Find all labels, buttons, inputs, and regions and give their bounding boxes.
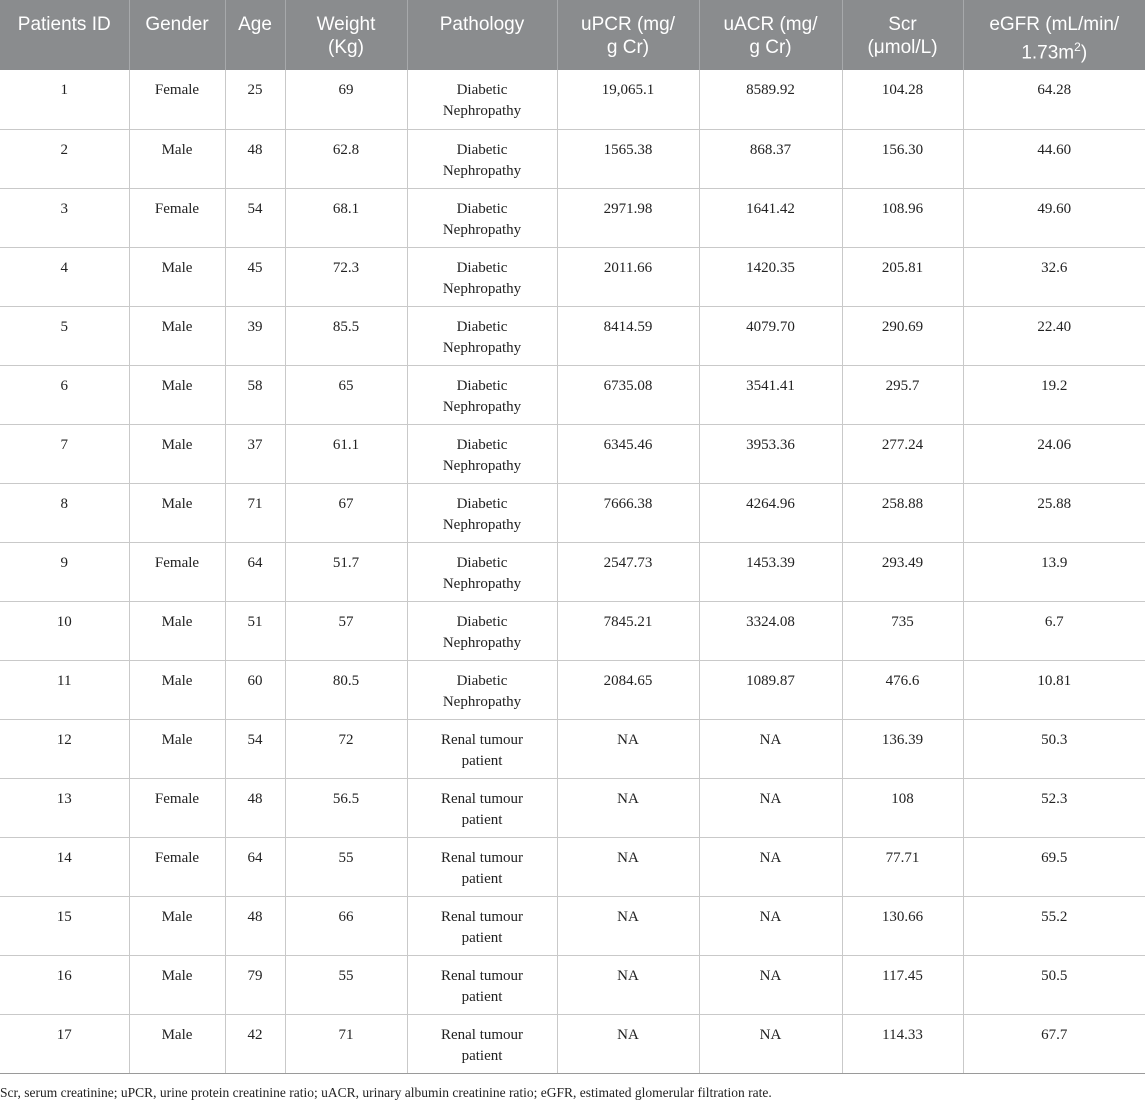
cell-upcr: 7845.21 <box>557 601 699 660</box>
cell-egfr: 13.9 <box>963 542 1145 601</box>
cell-egfr: 22.40 <box>963 306 1145 365</box>
cell-uacr: NA <box>699 955 842 1014</box>
cell-upcr: NA <box>557 837 699 896</box>
cell-scr: 114.33 <box>842 1014 963 1073</box>
cell-egfr: 67.7 <box>963 1014 1145 1073</box>
cell-uacr: NA <box>699 1014 842 1073</box>
table-row <box>0 837 1145 896</box>
cell-egfr: 10.81 <box>963 660 1145 719</box>
cell-age: 51 <box>225 601 285 660</box>
cell-pathology: Diabetic Nephropathy <box>407 660 557 719</box>
cell-scr: 476.6 <box>842 660 963 719</box>
cell-egfr: 6.7 <box>963 601 1145 660</box>
cell-gender: Male <box>129 660 225 719</box>
cell-upcr: 8414.59 <box>557 306 699 365</box>
cell-weight: 61.1 <box>285 424 407 483</box>
cell-weight: 62.8 <box>285 129 407 188</box>
cell-gender: Female <box>129 837 225 896</box>
cell-egfr: 49.60 <box>963 188 1145 247</box>
cell-age: 45 <box>225 247 285 306</box>
table-row <box>0 896 1145 955</box>
cell-upcr: 7666.38 <box>557 483 699 542</box>
header-weight: Weight (Kg) <box>285 0 407 70</box>
cell-upcr: 6345.46 <box>557 424 699 483</box>
cell-age: 42 <box>225 1014 285 1073</box>
cell-uacr: 8589.92 <box>699 70 842 129</box>
cell-upcr: 2011.66 <box>557 247 699 306</box>
cell-egfr: 50.5 <box>963 955 1145 1014</box>
cell-scr: 293.49 <box>842 542 963 601</box>
cell-uacr: 4079.70 <box>699 306 842 365</box>
cell-egfr: 25.88 <box>963 483 1145 542</box>
header-uacr: uACR (mg/ g Cr) <box>699 0 842 70</box>
cell-patient-id: 15 <box>0 896 129 955</box>
cell-pathology: Renal tumour patient <box>407 1014 557 1073</box>
header-age: Age <box>225 0 285 70</box>
cell-weight: 67 <box>285 483 407 542</box>
cell-pathology: Diabetic Nephropathy <box>407 70 557 129</box>
cell-patient-id: 9 <box>0 542 129 601</box>
cell-upcr: 6735.08 <box>557 365 699 424</box>
cell-pathology: Renal tumour patient <box>407 778 557 837</box>
cell-weight: 72.3 <box>285 247 407 306</box>
cell-age: 54 <box>225 188 285 247</box>
cell-age: 79 <box>225 955 285 1014</box>
cell-pathology: Diabetic Nephropathy <box>407 306 557 365</box>
cell-weight: 55 <box>285 837 407 896</box>
cell-age: 37 <box>225 424 285 483</box>
cell-pathology: Diabetic Nephropathy <box>407 129 557 188</box>
cell-patient-id: 11 <box>0 660 129 719</box>
cell-age: 39 <box>225 306 285 365</box>
cell-age: 64 <box>225 542 285 601</box>
cell-scr: 156.30 <box>842 129 963 188</box>
cell-patient-id: 8 <box>0 483 129 542</box>
cell-patient-id: 1 <box>0 70 129 129</box>
cell-pathology: Renal tumour patient <box>407 896 557 955</box>
cell-egfr: 32.6 <box>963 247 1145 306</box>
table-row <box>0 247 1145 306</box>
cell-upcr: 2547.73 <box>557 542 699 601</box>
cell-pathology: Diabetic Nephropathy <box>407 365 557 424</box>
cell-scr: 77.71 <box>842 837 963 896</box>
cell-weight: 55 <box>285 955 407 1014</box>
cell-pathology: Diabetic Nephropathy <box>407 483 557 542</box>
cell-scr: 290.69 <box>842 306 963 365</box>
cell-scr: 277.24 <box>842 424 963 483</box>
cell-upcr: NA <box>557 719 699 778</box>
cell-gender: Male <box>129 1014 225 1073</box>
cell-patient-id: 16 <box>0 955 129 1014</box>
cell-weight: 72 <box>285 719 407 778</box>
header-patients-id: Patients ID <box>0 0 129 70</box>
cell-gender: Male <box>129 955 225 1014</box>
table-row <box>0 306 1145 365</box>
cell-gender: Male <box>129 129 225 188</box>
cell-pathology: Diabetic Nephropathy <box>407 247 557 306</box>
cell-gender: Male <box>129 483 225 542</box>
cell-age: 48 <box>225 778 285 837</box>
cell-scr: 117.45 <box>842 955 963 1014</box>
header-row <box>0 0 1145 70</box>
cell-gender: Female <box>129 778 225 837</box>
cell-upcr: NA <box>557 955 699 1014</box>
cell-weight: 80.5 <box>285 660 407 719</box>
cell-uacr: NA <box>699 778 842 837</box>
cell-gender: Female <box>129 188 225 247</box>
cell-uacr: 4264.96 <box>699 483 842 542</box>
cell-age: 64 <box>225 837 285 896</box>
cell-weight: 57 <box>285 601 407 660</box>
table-row <box>0 719 1145 778</box>
cell-scr: 130.66 <box>842 896 963 955</box>
cell-patient-id: 6 <box>0 365 129 424</box>
header-egfr: eGFR (mL/min/ $1.73m^2$) <box>963 0 1145 70</box>
cell-egfr: 19.2 <box>963 365 1145 424</box>
cell-scr: 295.7 <box>842 365 963 424</box>
cell-patient-id: 7 <box>0 424 129 483</box>
table-row <box>0 955 1145 1014</box>
cell-uacr: NA <box>699 719 842 778</box>
cell-pathology: Renal tumour patient <box>407 837 557 896</box>
cell-pathology: Diabetic Nephropathy <box>407 424 557 483</box>
cell-gender: Male <box>129 719 225 778</box>
cell-gender: Male <box>129 424 225 483</box>
cell-gender: Male <box>129 306 225 365</box>
table-row <box>0 365 1145 424</box>
cell-age: 25 <box>225 70 285 129</box>
table-row <box>0 1014 1145 1073</box>
cell-pathology: Diabetic Nephropathy <box>407 601 557 660</box>
cell-scr: 108.96 <box>842 188 963 247</box>
cell-pathology: Diabetic Nephropathy <box>407 188 557 247</box>
header-gender: Gender <box>129 0 225 70</box>
cell-gender: Male <box>129 896 225 955</box>
table-footnote: Scr, serum creatinine; uPCR, urine protein creatinine ratio; uACR, urinary albumin creatinine ratio; eGFR, estimated glomerular filtration rate. <box>0 1085 772 1100</box>
cell-uacr: NA <box>699 837 842 896</box>
cell-pathology: Renal tumour patient <box>407 719 557 778</box>
cell-gender: Male <box>129 247 225 306</box>
header-scr: Scr (μmol/L) <box>842 0 963 70</box>
cell-uacr: NA <box>699 896 842 955</box>
header-upcr: uPCR (mg/ g Cr) <box>557 0 699 70</box>
cell-weight: 51.7 <box>285 542 407 601</box>
cell-patient-id: 3 <box>0 188 129 247</box>
cell-patient-id: 13 <box>0 778 129 837</box>
table-row <box>0 778 1145 837</box>
cell-age: 48 <box>225 129 285 188</box>
cell-age: 60 <box>225 660 285 719</box>
table-row <box>0 660 1145 719</box>
cell-patient-id: 12 <box>0 719 129 778</box>
table-row <box>0 483 1145 542</box>
cell-egfr: 55.2 <box>963 896 1145 955</box>
cell-uacr: 1420.35 <box>699 247 842 306</box>
cell-upcr: 1565.38 <box>557 129 699 188</box>
cell-pathology: Renal tumour patient <box>407 955 557 1014</box>
cell-weight: 69 <box>285 70 407 129</box>
cell-egfr: 64.28 <box>963 70 1145 129</box>
cell-upcr: 2084.65 <box>557 660 699 719</box>
cell-gender: Male <box>129 365 225 424</box>
table-row <box>0 424 1145 483</box>
cell-gender: Female <box>129 542 225 601</box>
cell-upcr: NA <box>557 896 699 955</box>
cell-uacr: 1641.42 <box>699 188 842 247</box>
cell-upcr: 19,065.1 <box>557 70 699 129</box>
cell-patient-id: 17 <box>0 1014 129 1073</box>
cell-patient-id: 4 <box>0 247 129 306</box>
cell-weight: 65 <box>285 365 407 424</box>
cell-egfr: 44.60 <box>963 129 1145 188</box>
cell-scr: 104.28 <box>842 70 963 129</box>
table-row <box>0 70 1145 129</box>
cell-upcr: NA <box>557 1014 699 1073</box>
cell-age: 48 <box>225 896 285 955</box>
cell-uacr: 868.37 <box>699 129 842 188</box>
cell-uacr: 3324.08 <box>699 601 842 660</box>
cell-weight: 71 <box>285 1014 407 1073</box>
cell-uacr: 3541.41 <box>699 365 842 424</box>
table-row <box>0 601 1145 660</box>
cell-weight: 66 <box>285 896 407 955</box>
cell-gender: Male <box>129 601 225 660</box>
cell-egfr: 69.5 <box>963 837 1145 896</box>
table-row <box>0 542 1145 601</box>
cell-scr: 108 <box>842 778 963 837</box>
cell-scr: 205.81 <box>842 247 963 306</box>
cell-pathology: Diabetic Nephropathy <box>407 542 557 601</box>
cell-patient-id: 14 <box>0 837 129 896</box>
cell-age: 71 <box>225 483 285 542</box>
cell-patient-id: 2 <box>0 129 129 188</box>
cell-uacr: 3953.36 <box>699 424 842 483</box>
cell-upcr: 2971.98 <box>557 188 699 247</box>
cell-patient-id: 10 <box>0 601 129 660</box>
cell-weight: 56.5 <box>285 778 407 837</box>
cell-uacr: 1453.39 <box>699 542 842 601</box>
table-row <box>0 129 1145 188</box>
cell-egfr: 52.3 <box>963 778 1145 837</box>
cell-uacr: 1089.87 <box>699 660 842 719</box>
cell-age: 58 <box>225 365 285 424</box>
cell-upcr: NA <box>557 778 699 837</box>
cell-egfr: 50.3 <box>963 719 1145 778</box>
cell-scr: 258.88 <box>842 483 963 542</box>
cell-scr: 735 <box>842 601 963 660</box>
cell-weight: 85.5 <box>285 306 407 365</box>
cell-egfr: 24.06 <box>963 424 1145 483</box>
table-row <box>0 188 1145 247</box>
cell-age: 54 <box>225 719 285 778</box>
cell-weight: 68.1 <box>285 188 407 247</box>
cell-gender: Female <box>129 70 225 129</box>
cell-patient-id: 5 <box>0 306 129 365</box>
cell-scr: 136.39 <box>842 719 963 778</box>
header-pathology: Pathology <box>407 0 557 70</box>
